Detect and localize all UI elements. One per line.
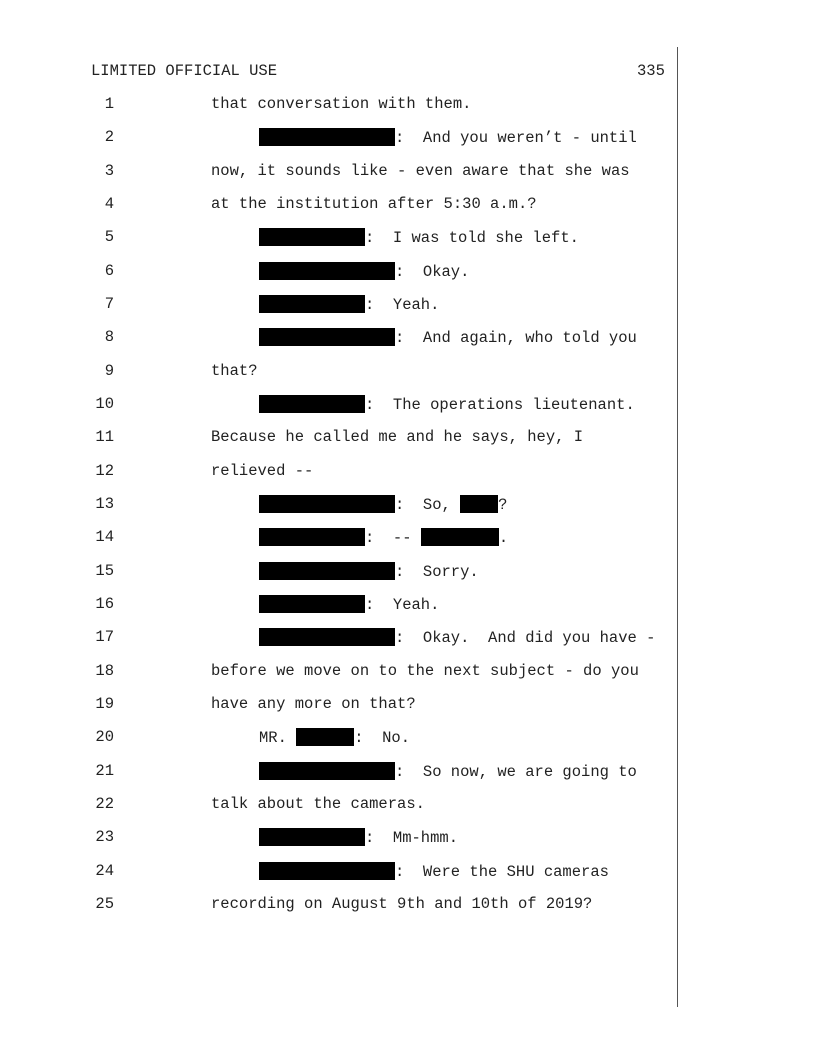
redaction-block [259,495,395,513]
line-number: 22 [95,795,114,813]
redaction-block [460,495,498,513]
line-number: 7 [104,295,114,313]
transcript-line [0,795,680,815]
line-text [259,395,635,414]
transcript-line [0,895,680,915]
text-segment: : So, [395,496,461,514]
line-number: 14 [95,528,114,546]
line-number: 9 [104,362,114,380]
transcript-line [0,395,680,415]
line-text [259,628,655,647]
line-number: 15 [95,562,114,580]
text-segment: : Mm-hmm. [365,829,459,847]
line-number: 20 [95,728,114,746]
line-number: 25 [95,895,114,913]
line-text [259,262,469,281]
text-segment: now, it sounds like - even aware that she was [211,162,630,180]
line-number: 18 [95,662,114,680]
text-segment: : Okay. And did you have - [395,629,656,647]
transcript-line [0,862,680,882]
line-text [259,328,637,347]
text-segment: . [498,529,509,547]
text-segment: have any more on that? [211,695,416,713]
transcript-line [0,828,680,848]
line-text [259,595,439,614]
transcript-line [0,662,680,682]
line-number: 8 [104,328,114,346]
text-segment: : Sorry. [395,563,479,581]
redaction-block [259,828,365,846]
line-text [211,462,313,480]
redaction-block [259,128,395,146]
line-text [259,828,458,847]
text-segment: : And you weren’t - until [395,129,637,147]
line-number: 6 [104,262,114,280]
line-text [211,195,537,213]
line-text [211,895,592,913]
line-number: 2 [104,128,114,146]
line-text [211,795,425,813]
redaction-block [259,595,365,613]
transcript-line [0,262,680,282]
text-segment: : Yeah. [365,596,440,614]
line-text [259,762,637,781]
redaction-block [259,862,395,880]
line-number: 16 [95,595,114,613]
line-text [259,228,579,247]
transcript-line [0,128,680,148]
text-segment: ? [498,496,508,514]
line-text [211,695,416,713]
line-text [259,128,637,147]
line-text [259,562,479,581]
redaction-block [259,328,395,346]
transcript-line [0,695,680,715]
redaction-block [259,295,365,313]
text-segment: relieved -- [211,462,314,480]
redaction-block [259,228,365,246]
text-segment: that? [211,362,258,380]
transcript-line [0,562,680,582]
transcript-line [0,728,680,748]
classification-header: LIMITED OFFICIAL USE [91,62,278,80]
transcript-line [0,362,680,382]
line-number: 23 [95,828,114,846]
redaction-block [259,528,365,546]
line-number: 13 [95,495,114,513]
redaction-block [296,728,354,746]
text-segment: Because he called me and he says, hey, I [211,428,584,446]
transcript-line [0,628,680,648]
line-number: 3 [104,162,114,180]
transcript-line [0,528,680,548]
line-text [211,95,471,113]
line-number: 5 [104,228,114,246]
line-number: 17 [95,628,114,646]
text-segment: talk about the cameras. [211,795,425,813]
transcript-line [0,328,680,348]
transcript-line [0,595,680,615]
line-number: 11 [95,428,114,446]
redaction-block [259,262,395,280]
transcript-line [0,195,680,215]
text-segment: : Okay. [395,263,470,281]
text-segment: MR. [259,729,297,747]
line-text [211,428,583,446]
transcript-line [0,762,680,782]
line-number: 1 [104,95,114,113]
redaction-block [259,762,395,780]
line-text [211,162,630,180]
text-segment: at the institution after 5:30 a.m.? [211,195,537,213]
transcript-line [0,228,680,248]
transcript-line [0,162,680,182]
line-text [259,528,508,547]
line-text [259,728,410,747]
transcript-line [0,495,680,515]
line-number: 21 [95,762,114,780]
page-number: 335 [637,62,665,80]
text-segment: : Were the SHU cameras [395,863,609,881]
redaction-block [259,628,395,646]
redaction-block [421,528,499,546]
text-segment: before we move on to the next subject - do you [211,662,639,680]
line-number: 4 [104,195,114,213]
redaction-block [259,562,395,580]
line-number: 19 [95,695,114,713]
text-segment: : And again, who told you [395,329,637,347]
transcript-line [0,462,680,482]
line-number: 24 [95,862,114,880]
transcript-line [0,95,680,115]
text-segment: that conversation with them. [211,95,472,113]
line-number: 12 [95,462,114,480]
text-segment: : No. [354,729,411,747]
text-segment: : -- [365,529,421,547]
text-segment: : The operations lieutenant. [365,396,635,414]
line-number: 10 [95,395,114,413]
line-text [211,362,258,380]
line-text [259,495,507,514]
line-text [259,862,609,881]
text-segment: : I was told she left. [365,229,579,247]
redaction-block [259,395,365,413]
transcript-line [0,295,680,315]
line-text [259,295,439,314]
text-segment: : So now, we are going to [395,763,637,781]
line-text [211,662,639,680]
text-segment: : Yeah. [365,296,440,314]
transcript-line [0,428,680,448]
text-segment: recording on August 9th and 10th of 2019? [211,895,593,913]
